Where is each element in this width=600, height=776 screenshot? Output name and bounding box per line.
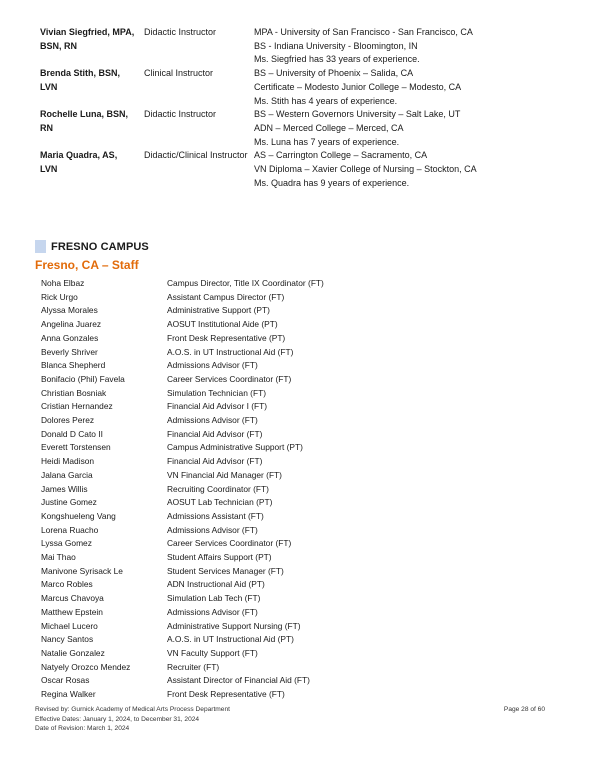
staff-name: Regina Walker (41, 689, 96, 700)
faculty-name: Vivian Siegfried, MPA, (40, 27, 135, 37)
faculty-name: LVN (40, 164, 58, 175)
staff-role: Student Services Manager (FT) (167, 565, 284, 576)
footer-revised-by: Revised by: Gurnick Academy of Medical Arts Process Department (35, 706, 230, 713)
footer-revision-date: Date of Revision: March 1, 2024 (35, 725, 130, 733)
staff-name: Alyssa Morales (41, 305, 98, 316)
staff-row (41, 359, 441, 373)
staff-role: Financial Aid Advisor I (FT) (167, 401, 268, 412)
staff-row (41, 674, 441, 688)
staff-name: Nancy Santos (41, 634, 94, 645)
page-footer (35, 705, 565, 734)
faculty-experience: Ms. Stith has 4 years of experience. (254, 95, 398, 106)
staff-role: ADN Instructional Aid (PT) (167, 579, 265, 590)
staff-row (41, 428, 441, 442)
faculty-experience: Ms. Siegfried has 33 years of experience. (254, 54, 420, 65)
faculty-role: Didactic Instructor (144, 27, 217, 37)
staff-role: Front Desk Representative (PT) (167, 332, 286, 343)
staff-role: Admissions Advisor (FT) (167, 360, 258, 371)
staff-row (41, 633, 441, 647)
staff-role: Campus Director, Title IX Coordinator (FT) (167, 278, 324, 288)
faculty-name: Rochelle Luna, BSN, (40, 109, 129, 120)
page-number: Page 28 of 60 (503, 706, 545, 713)
faculty-entry (40, 149, 560, 190)
staff-row (41, 387, 441, 401)
staff-role: Student Affairs Support (PT) (167, 552, 272, 563)
faculty-education: Certificate – Modesto Junior College – Modesto, CA (254, 81, 462, 92)
staff-name: Heidi Madison (41, 456, 95, 467)
staff-role: Career Services Coordinator (FT) (167, 538, 292, 549)
staff-role: Admissions Advisor (FT) (167, 524, 258, 535)
faculty-education: BS - Indiana University - Bloomington, IN (254, 40, 418, 51)
campus-title: FRESNO CAMPUS (51, 240, 149, 253)
faculty-name: LVN (40, 81, 58, 92)
faculty-name: Brenda Stith, BSN, (40, 68, 121, 79)
staff-role: Front Desk Representative (FT) (167, 689, 285, 700)
footer-effective-dates: Effective Dates: January 1, 2024, to December 31, 2024 (35, 715, 200, 723)
faculty-entry (40, 67, 560, 108)
staff-name: Jalana Garcia (41, 469, 93, 480)
staff-role: A.O.S. in UT Instructional Aid (FT) (167, 346, 294, 357)
staff-name: Oscar Rosas (41, 675, 90, 686)
staff-name: Mai Thao (41, 552, 76, 563)
staff-role: Simulation Lab Tech (FT) (167, 593, 261, 604)
staff-role: AOSUT Lab Technician (PT) (167, 497, 273, 508)
staff-role: Assistant Campus Director (FT) (167, 291, 285, 302)
staff-role: VN Faculty Support (FT) (167, 647, 258, 658)
staff-name: Lyssa Gomez (41, 538, 92, 549)
staff-row (41, 592, 441, 606)
staff-role: Simulation Technician (FT) (167, 387, 266, 398)
heading-marker-box (35, 240, 46, 253)
faculty-name: BSN, RN (40, 40, 78, 51)
staff-list (41, 277, 441, 702)
staff-row (41, 688, 441, 702)
staff-row (41, 578, 441, 592)
staff-role: Administrative Support (PT) (167, 305, 270, 316)
faculty-education: BS – University of Phoenix – Salida, CA (254, 68, 414, 79)
staff-name: Blanca Shepherd (41, 360, 106, 371)
staff-row (41, 400, 441, 414)
staff-name: Marcus Chavoya (41, 593, 104, 604)
staff-row (41, 469, 441, 483)
staff-row (41, 483, 441, 497)
staff-row (41, 373, 441, 387)
staff-name: Matthew Epstein (41, 606, 103, 617)
staff-role: Career Services Coordinator (FT) (167, 373, 292, 384)
faculty-role: Clinical Instructor (144, 68, 214, 79)
staff-role: Admissions Advisor (FT) (167, 606, 258, 617)
staff-row (41, 551, 441, 565)
faculty-table (40, 26, 560, 190)
staff-row (41, 661, 441, 675)
section-heading (35, 240, 149, 253)
faculty-education: ADN – Merced College – Merced, CA (254, 122, 404, 133)
staff-name: Donald D Cato II (41, 428, 103, 439)
faculty-education: VN Diploma – Xavier College of Nursing – Stockton, CA (254, 164, 477, 175)
faculty-role: Didactic/Clinical Instructor (144, 150, 248, 161)
staff-name: Noha Elbaz (41, 278, 85, 288)
staff-role: Campus Administrative Support (PT) (167, 442, 303, 453)
staff-name: Natalie Gonzalez (41, 647, 105, 658)
staff-row (41, 565, 441, 579)
staff-row (41, 510, 441, 524)
staff-name: Manivone Syrisack Le (41, 565, 123, 576)
staff-name: Dolores Perez (41, 415, 95, 426)
staff-name: Rick Urgo (41, 291, 78, 302)
staff-role: Recruiting Coordinator (FT) (167, 483, 269, 494)
faculty-education: MPA - University of San Francisco - San Francisco, CA (254, 27, 473, 37)
staff-row (41, 606, 441, 620)
faculty-role: Didactic Instructor (144, 109, 217, 120)
staff-row (41, 277, 441, 291)
staff-name: Cristian Hernandez (41, 401, 113, 412)
staff-role: Admissions Assistant (FT) (167, 510, 264, 521)
staff-role: Financial Aid Advisor (FT) (167, 428, 263, 439)
staff-name: Kongshueleng Vang (41, 510, 116, 521)
staff-name: Marco Robles (41, 579, 93, 590)
staff-row (41, 318, 441, 332)
staff-name: Christian Bosniak (41, 387, 107, 398)
staff-row (41, 455, 441, 469)
staff-name: Lorena Ruacho (41, 524, 99, 535)
staff-role: Administrative Support Nursing (FT) (167, 620, 301, 631)
staff-name: Justine Gomez (41, 497, 97, 508)
staff-role: VN Financial Aid Manager (FT) (167, 469, 282, 480)
staff-row (41, 524, 441, 538)
staff-name: Beverly Shriver (41, 346, 98, 357)
staff-name: Everett Torstensen (41, 442, 111, 453)
staff-name: Michael Lucero (41, 620, 98, 631)
faculty-entry (40, 108, 560, 149)
staff-row (41, 346, 441, 360)
faculty-entry (40, 26, 560, 67)
staff-row (41, 620, 441, 634)
staff-row (41, 496, 441, 510)
faculty-education: AS – Carrington College – Sacramento, CA (254, 150, 428, 161)
staff-subheading: Fresno, CA – Staff (35, 258, 139, 272)
staff-name: Anna Gonzales (41, 332, 99, 343)
staff-role: Assistant Director of Financial Aid (FT) (167, 675, 310, 686)
staff-role: Admissions Advisor (FT) (167, 415, 258, 426)
faculty-experience: Ms. Quadra has 9 years of experience. (254, 177, 410, 188)
staff-row (41, 441, 441, 455)
staff-role: AOSUT Institutional Aide (PT) (167, 319, 278, 330)
faculty-name: RN (40, 122, 53, 133)
faculty-name: Maria Quadra, AS, (40, 150, 118, 161)
staff-row (41, 537, 441, 551)
staff-row (41, 304, 441, 318)
staff-name: Natyely Orozco Mendez (41, 661, 131, 672)
staff-row (41, 332, 441, 346)
staff-name: James Willis (41, 483, 88, 494)
staff-row (41, 647, 441, 661)
faculty-experience: Ms. Luna has 7 years of experience. (254, 136, 400, 147)
staff-role: Recruiter (FT) (167, 661, 220, 672)
faculty-education: BS – Western Governors University – Salt Lake, UT (254, 109, 461, 120)
staff-name: Angelina Juarez (41, 319, 102, 330)
staff-row (41, 414, 441, 428)
staff-role: A.O.S. in UT Instructional Aid (PT) (167, 634, 294, 645)
staff-name: Bonifacio (Phil) Favela (41, 373, 125, 384)
staff-role: Financial Aid Advisor (FT) (167, 456, 263, 467)
staff-row (41, 291, 441, 305)
